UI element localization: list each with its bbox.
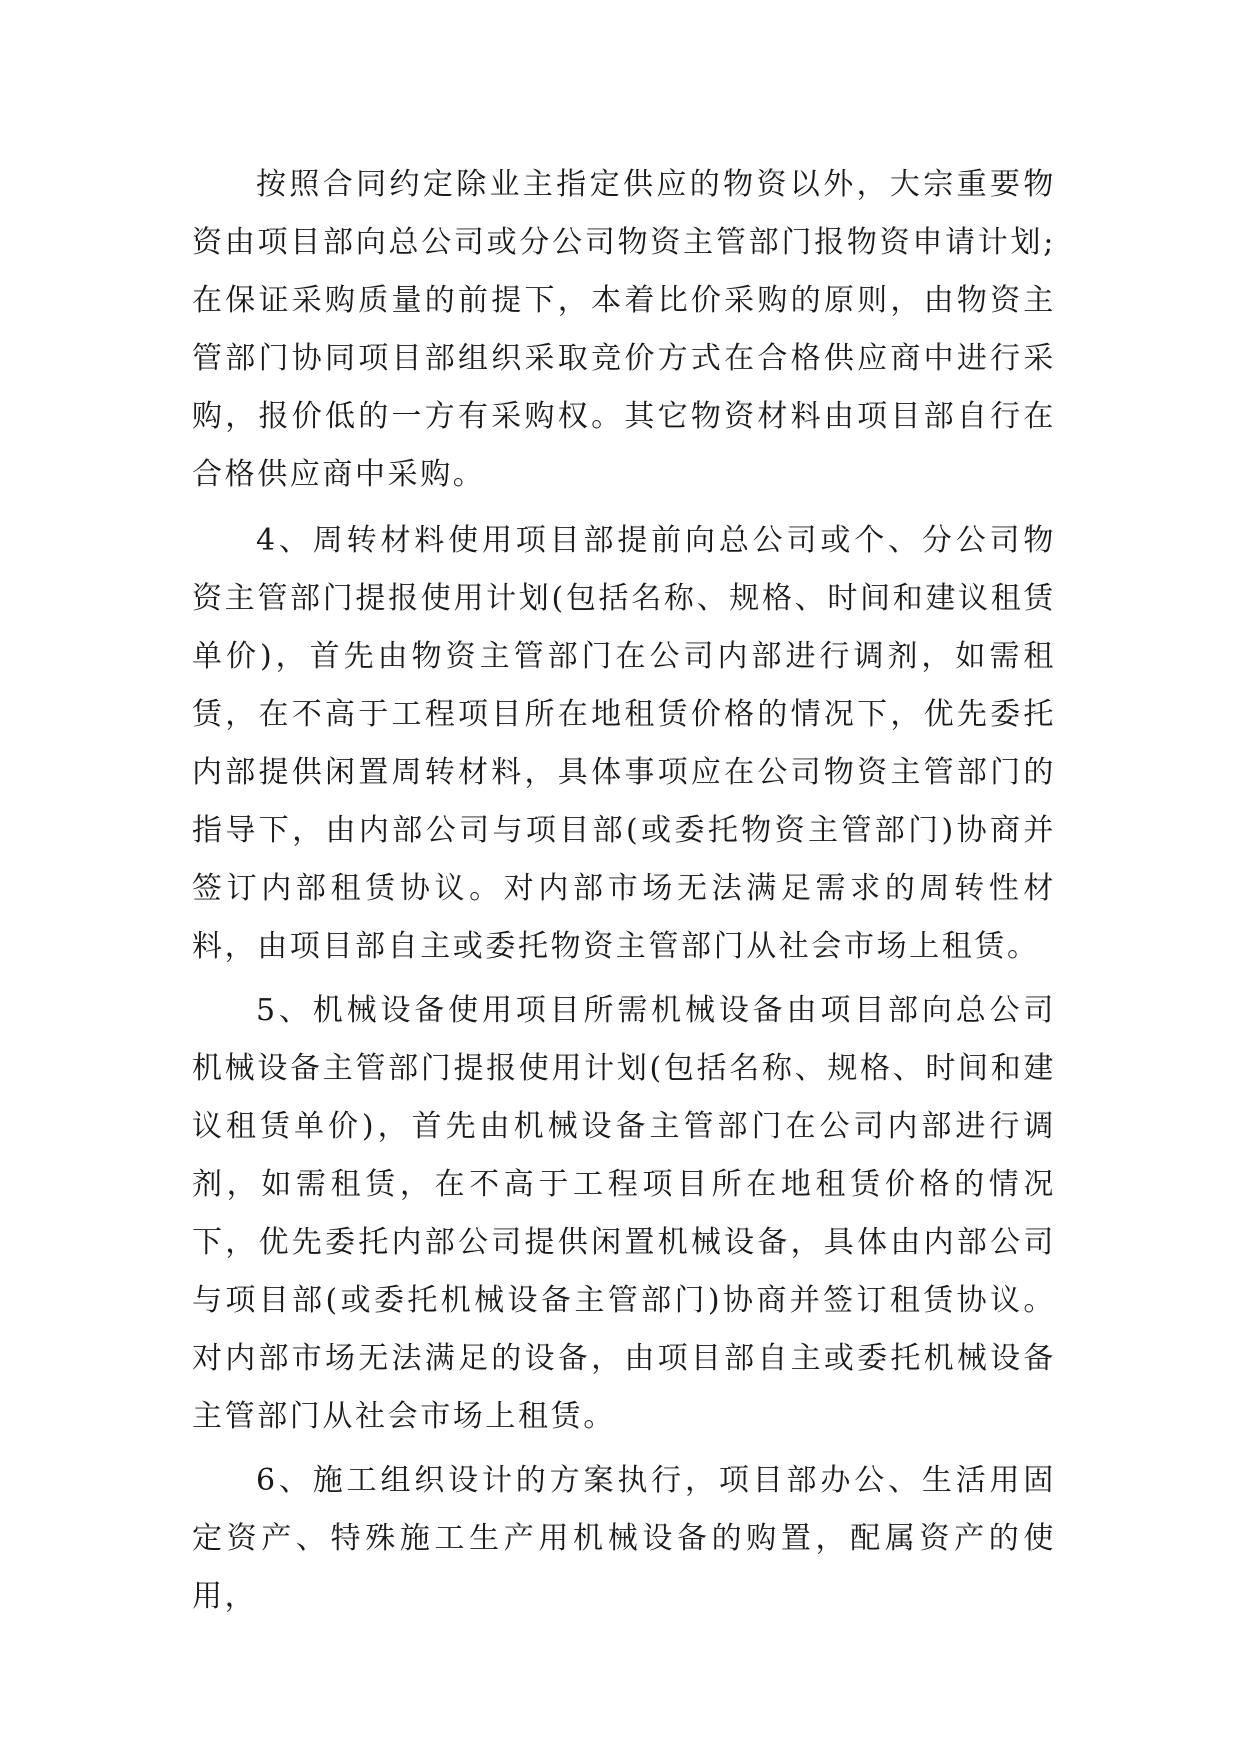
paragraph-4-turnover-materials: 4、周转材料使用项目部提前向总公司或个、分公司物资主管部门提报使用计划(包括名称、规格、时间和建议租赁单价)，首先由物资主管部门在公司内部进行调剂，如需租赁，在不高于工程项目所在地租赁价格的情况下，优先委托内部提供闲置周转材料，具体事项应在公司物资主管部门的指导下，由内部公司与项目部(或委托物资主管部门)协商并签订内部租赁协议。对内部市场无法满足需求的周转性材料，由项目部自主或委托物资主管部门从社会市场上租赁。 bbox=[192, 523, 1056, 964]
paragraph-5-machinery: 5、机械设备使用项目所需机械设备由项目部向总公司机械设备主管部门提报使用计划(包括名称、规格、时间和建议租赁单价)，首先由机械设备主管部门在公司内部进行调剂，如需租赁，在不高于工程项目所在地租赁价格的情况下，优先委托内部公司提供闲置机械设备，具体由内部公司与项目部(或委托机械设备主管部门)协商并签订租赁协议。对内部市场无法满足的设备，由项目部自主或委托机械设备主管部门从社会市场上租赁。 bbox=[192, 993, 1056, 1434]
document-body bbox=[192, 156, 1056, 1632]
paragraph-6-construction-design: 6、施工组织设计的方案执行，项目部办公、生活用固定资产、特殊施工生产用机械设备的购置，配属资产的使用， bbox=[192, 1463, 1056, 1614]
paragraph-procurement: 按照合同约定除业主指定供应的物资以外，大宗重要物资由项目部向总公司或分公司物资主管部门报物资申请计划;在保证采购质量的前提下，本着比价采购的原则，由物资主管部门协同项目部组织采取竞价方式在合格供应商中进行采购，报价低的一方有采购权。其它物资材料由项目部自行在合格供应商中采购。 bbox=[192, 167, 1056, 492]
